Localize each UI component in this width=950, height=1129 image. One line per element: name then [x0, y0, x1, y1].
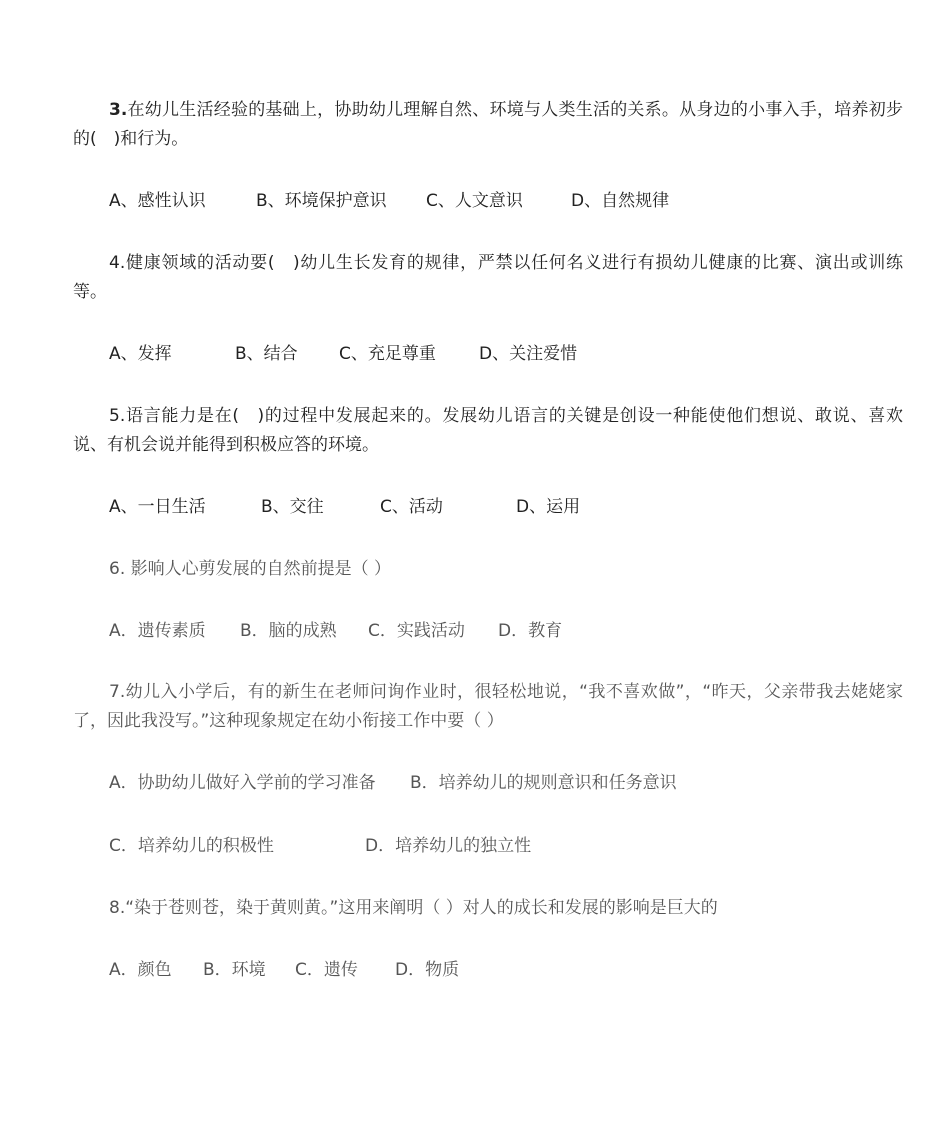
question-6-option-d: D．教育 [498, 621, 563, 641]
question-5-option-b: B、交往 [261, 497, 324, 517]
question-8-option-c: C．遗传 [295, 960, 358, 980]
question-4-option-d: D、关注爱惜 [479, 344, 578, 364]
question-4-option-a: A、发挥 [109, 344, 172, 364]
question-7-option-d: D．培养幼儿的独立性 [365, 836, 532, 856]
question-5-option-a: A、一日生活 [109, 497, 206, 517]
question-4-option-c: C、充足尊重 [339, 344, 436, 364]
question-8-option-d: D．物质 [395, 960, 460, 980]
question-4-text: 4.健康领域的活动要( )幼儿生长发育的规律，严禁以任何名义进行有损幼儿健康的比赛、演出或训练等。 [73, 253, 903, 302]
question-6-option-b: B．脑的成熟 [240, 621, 337, 641]
question-7-text: 7.幼儿入小学后，有的新生在老师问询作业时，很轻松地说，“我不喜欢做”，“昨天，父亲带我去姥姥家了，因此我没写。”这种现象规定在幼小衔接工作中要（ ） [73, 682, 903, 731]
question-5-option-c: C、活动 [380, 497, 443, 517]
question-8-text: 8.“染于苍则苍，染于黄则黄。”这用来阐明（ ）对人的成长和发展的影响是巨大的 [109, 898, 718, 918]
question-7-option-c: C．培养幼儿的积极性 [109, 836, 274, 856]
question-5-text: 5.语言能力是在( )的过程中发展起来的。发展幼儿语言的关键是创设一种能使他们想说、敢说、喜欢说、有机会说并能得到积极应答的环境。 [73, 406, 903, 455]
question-3-text: 在幼儿生活经验的基础上，协助幼儿理解自然、环境与人类生活的关系。从身边的小事入手，培养初步的( )和行为。 [73, 100, 903, 149]
question-3 [73, 96, 903, 154]
question-6-option-a: A．遗传素质 [109, 621, 206, 641]
question-4 [73, 249, 903, 307]
question-3-option-d: D、自然规律 [571, 191, 670, 211]
question-3-option-a: A、感性认识 [109, 191, 206, 211]
question-3-option-b: B、环境保护意识 [256, 191, 387, 211]
question-7-option-b: B．培养幼儿的规则意识和任务意识 [410, 773, 677, 793]
question-3-number: 3. [109, 100, 128, 120]
question-5-option-d: D、运用 [516, 497, 581, 517]
question-5 [73, 402, 903, 460]
question-3-option-c: C、人文意识 [426, 191, 523, 211]
question-8-option-b: B．环境 [203, 960, 266, 980]
question-7-option-a: A．协助幼儿做好入学前的学习准备 [109, 773, 376, 793]
question-6-option-c: C．实践活动 [368, 621, 465, 641]
question-7 [73, 678, 903, 736]
question-8-option-a: A．颜色 [109, 960, 172, 980]
question-6-text: 6. 影响人心剪发展的自然前提是（ ） [109, 559, 392, 579]
question-4-option-b: B、结合 [235, 344, 298, 364]
